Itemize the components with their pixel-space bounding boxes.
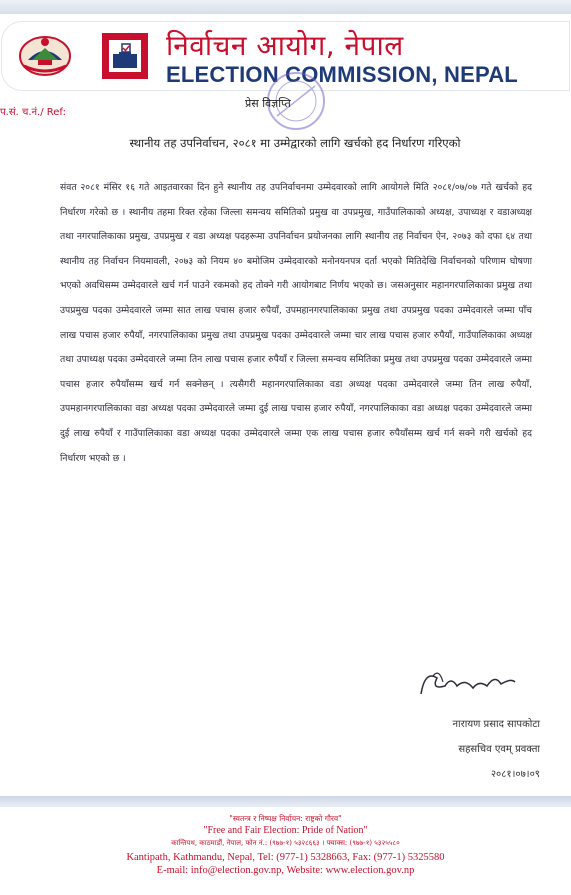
footer-address-english: Kantipath, Kathmandu, Nepal, Tel: (977-1) 5328663, Fax: (977-1) 5325580 — [126, 852, 445, 863]
footer-strip — [0, 796, 571, 807]
ballot-box-logo-icon — [102, 33, 148, 79]
commission-title-nepali: निर्वाचन आयोग, नेपाल — [166, 29, 404, 62]
document-body: संवत २०८१ मंसिर १६ गते आइतवारका दिन हुने स्थानीय तह उपनिर्वाचनमा उम्मेदवारको लागि आयोगले मिति २०८१/०७/०७ गते खर्चको हद निर्धारण गरेको छ । स्थानीय तहमा रिक्त रहेका जिल्ला समन्वय समितिको प्रमुख वा उपप्रमुख, गाउँपालिकाको अध्यक्ष, उपाध्यक्ष र वडाअध्यक्ष तथा नगरपालिकाका प्रमुख, उपप्रमुख र वडा अध्यक्ष पदहरूमा उपनिर्वाचन प्रयोजनका लागि स्थानीय तह निर्वाचन ऐन, २०७३ को दफा ६४ तथा स्थानीय तह निर्वाचन नियमावली, २०७३ को नियम ४० बमोजिम उम्मेदवारको मनोनयनपत्र दर्ता भएको मितिदेखि निर्वाचनको परिणाम घोषणा भएको अवधिसम्म उम्मेदवारले खर्च गर्न पाउने रकमको हद तोक्ने गरी आयोगबाट निर्णय भएको छ। जसअनुसार महानगरपालिकाका प्रमुख तथा उपप्रमुख पदका उम्मेदवारले जम्मा सात लाख पचास हजार रुपैयाँ, उपमहानगरपालिकाका प्रमुख तथा उपप्रमुख पदका उम्मेदवारले जम्मा पाँच लाख पचास हजार रुपैयाँ, नगरपालिकाका प्रमुख तथा उपप्रमुख पदका उम्मेदवारले जम्मा चार लाख पचास हजार रुपैयाँ, गाउँपालिकाका अध्यक्ष तथा उपाध्यक्ष पदका उम्मेदवारले जम्मा तिन लाख पचास हजार रुपैयाँ र जिल्ला समन्वय समितिका प्रमुख तथा उपप्रमुख पदका उम्मेदवारले जम्मा पचास हजार रुपैयाँसम्म खर्च गर्न सक्नेछन् । त्यसैगरी महानगरपालिकाका वडा अध्यक्ष पदका उम्मेदवारले जम्मा तिन लाख रुपैयाँ, उपमहानगरपालिकाका वडा अध्यक्ष पदका उम्मेदवारले जम्मा दुई लाख पचास हजार रुपैयाँ, नगरपालिकाका वडा अध्यक्ष पदका उम्मेदवारले जम्मा दुई लाख रुपैयाँ र गाउँपालिकाका वडा अध्यक्ष पदका उम्मेदवारले जम्मा एक लाख पचास हजार रुपैयाँसम्म खर्च गर्न सक्ने गरी खर्चको हद निर्धारण भएको छ । — [60, 182, 532, 464]
footer-address-nepali: कान्तिपथ, काठमाडौं, नेपाल, फोन नं.: (९७७-१) ५३२८६६३ । फ्याक्स: (९७७-१) ५३२५५८० — [171, 839, 400, 847]
signature-date: २०८१।०७।०९ — [490, 769, 540, 780]
footer-slogan-english: "Free and Fair Election: Pride of Nation" — [203, 825, 368, 836]
top-banner-strip — [0, 0, 571, 14]
footer-slogan-nepali: "स्वतन्त्र र निष्पक्ष निर्वाचन: राष्ट्रको गौरव" — [229, 814, 342, 823]
signer-name: नारायण प्रसाद सापकोटा — [452, 719, 540, 730]
handwritten-signature — [415, 664, 520, 704]
nepal-emblem-icon — [18, 30, 72, 78]
document-subject: स्थानीय तह उपनिर्वाचन, २०८१ मा उम्मेद्वारको लागि खर्चको हद निर्धारण गरिएको — [129, 136, 461, 150]
footer-contact: E-mail: info@election.gov.np, Website: www.election.gov.np — [156, 865, 415, 876]
reference-label: प.सं. च.नं./ Ref: — [0, 107, 66, 118]
signer-title: सहसचिव एवम् प्रवक्ता — [458, 744, 540, 755]
press-release-label: प्रेस विज्ञप्ति — [245, 97, 291, 110]
commission-title-english: ELECTION COMMISSION, NEPAL — [166, 62, 518, 87]
